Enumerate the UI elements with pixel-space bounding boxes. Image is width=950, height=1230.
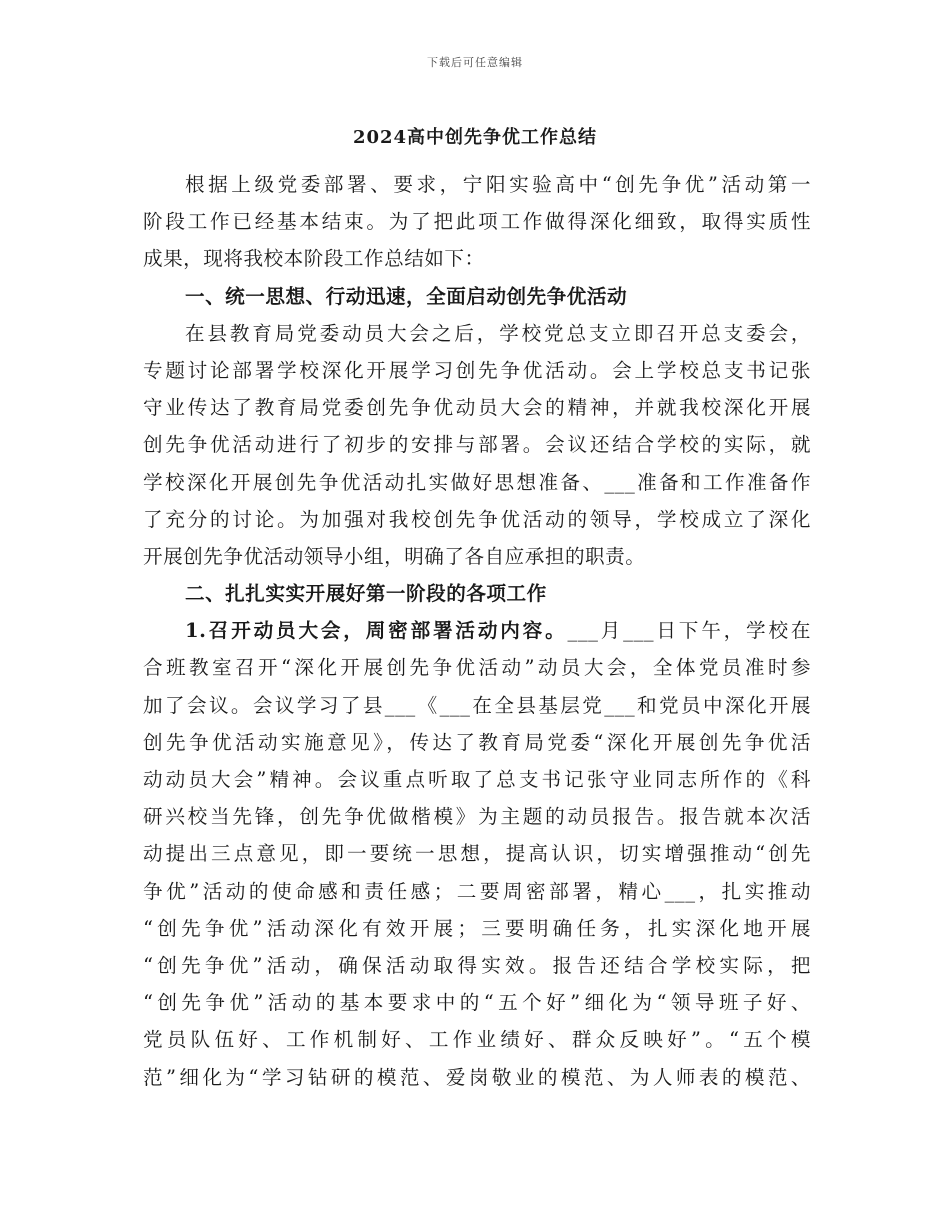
paragraph-line: 争优”活动的使命感和责任感；二要周密部署，精心___，扎实推动 (143, 879, 811, 903)
paragraph-line: 创先争优活动实施意见》，传达了教育局党委“深化开展创先争优活 (143, 730, 811, 754)
paragraph-line: 开展创先争优活动领导小组，明确了各自应承担的职责。 (143, 544, 646, 568)
document-title: 2024高中创先争优工作总结 (352, 127, 598, 148)
paragraph-line: 了充分的讨论。为加强对我校创先争优活动的领导，学校成立了深化 (143, 507, 811, 531)
paragraph-line (143, 612, 811, 649)
paragraph-line: 学校深化开展创先争优活动扎实做好思想准备、___准备和工作准备作 (143, 470, 811, 494)
paragraph-line: 范”细化为“学习钻研的模范、爱岗敬业的模范、为人师表的模范、 (143, 1065, 811, 1089)
paragraph-line: 动提出三点意见，即一要统一思想，提高认识，切实增强推动“创先 (143, 842, 811, 866)
paragraph-text: ___月___日下午，学校在 (567, 619, 811, 643)
paragraph-line: 研兴校当先锋，创先争优做楷模》为主题的动员报告。报告就本次活 (143, 805, 811, 829)
document-body (143, 166, 811, 1096)
paragraph-line: 创先争优活动进行了初步的安排与部署。会议还结合学校的实际，就 (143, 433, 811, 457)
paragraph-line: 党员队伍好、工作机制好、工作业绩好、群众反映好”。“五个模 (143, 1028, 811, 1052)
paragraph-line: 根据上级党委部署、要求，宁阳实验高中“创先争优”活动第一 (185, 173, 811, 196)
section-heading: 二、扎扎实实开展好第一阶段的各项工作 (185, 582, 547, 606)
paragraph-line: 加了会议。会议学习了县___《___在全县基层党___和党员中深化开展 (143, 693, 811, 717)
paragraph-line: “创先争优”活动的基本要求中的“五个好”细化为“领导班子好、 (143, 991, 811, 1015)
subsection-lead: 1.召开动员大会，周密部署活动内容。 (185, 619, 568, 643)
paragraph-line: 合班教室召开“深化开展创先争优活动”动员大会，全体党员准时参 (143, 656, 811, 680)
paragraph-line: “创先争优”活动深化有效开展；三要明确任务，扎实深化地开展 (143, 916, 811, 940)
paragraph-line: 专题讨论部署学校深化开展学习创先争优活动。会上学校总支书记张 (143, 358, 811, 382)
paragraph-line: 守业传达了教育局党委创先争优动员大会的精神，并就我校深化开展 (143, 396, 811, 420)
paragraph-line: “创先争优”活动，确保活动取得实效。报告还结合学校实际，把 (143, 953, 811, 977)
paragraph-line: 在县教育局党委动员大会之后，学校党总支立即召开总支委会， (185, 321, 811, 345)
paragraph-line: 成果，现将我校本阶段工作总结如下： (143, 247, 485, 271)
paragraph-line: 动动员大会”精神。会议重点听取了总支书记张守业同志所作的《科 (143, 768, 811, 791)
section-heading: 一、统一思想、行动迅速，全面启动创先争优活动 (185, 284, 628, 308)
header-note: 下载后可任意编辑 (427, 56, 523, 69)
paragraph-line: 阶段工作已经基本结束。为了把此项工作做得深化细致，取得实质性 (143, 210, 811, 234)
